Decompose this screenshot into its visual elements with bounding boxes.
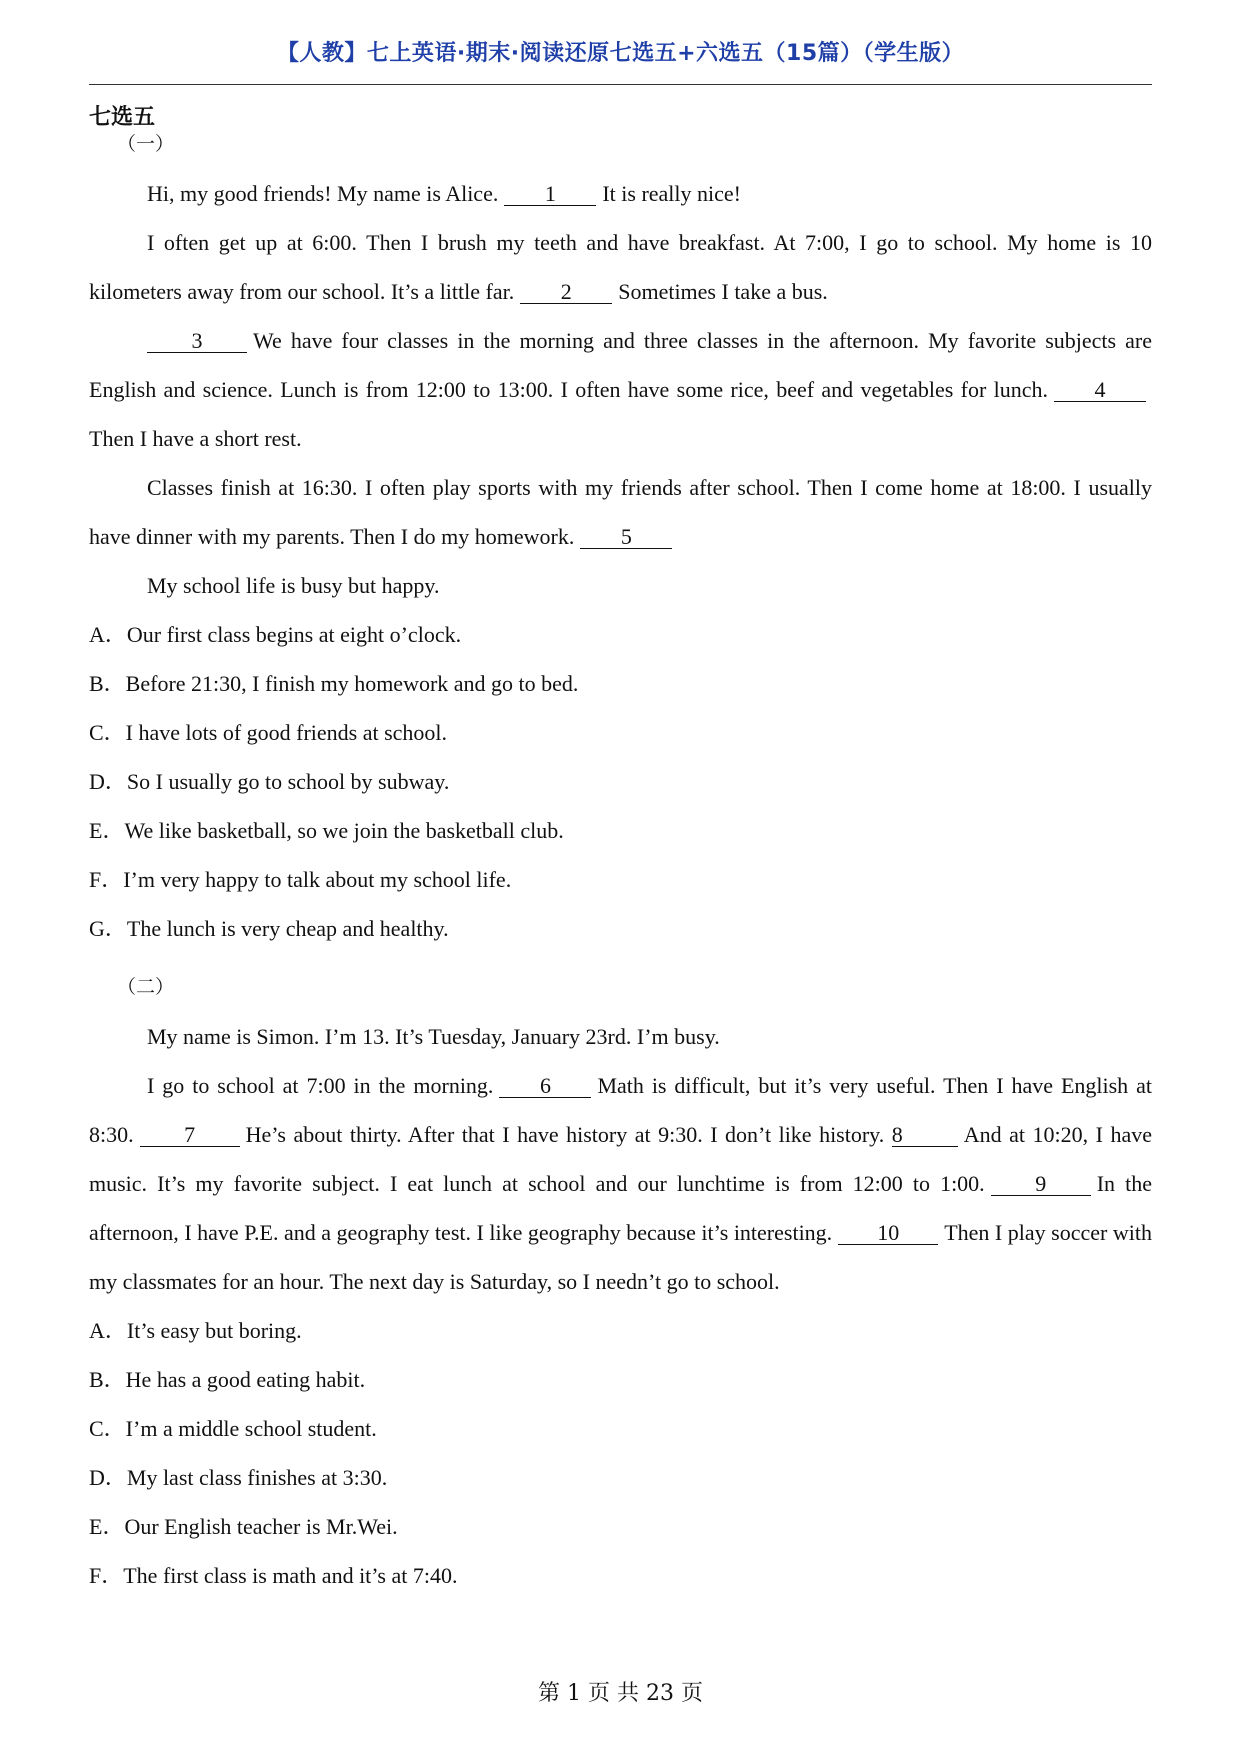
- passage-2-paragraph-2: [89, 1061, 1152, 1306]
- text-run: Sometimes I take a bus.: [618, 279, 828, 304]
- passage-2: [89, 963, 1152, 1600]
- text-run: It is really nice!: [602, 181, 742, 206]
- answer-blank-3: 3: [147, 330, 247, 353]
- text-run: I often get up at 6:00. Then I brush my teeth and have breakfast. At 7:00, I go to school. My home is 10 kilometers away from our school. It’s a little far.: [89, 230, 1152, 304]
- answer-blank-2: 2: [520, 281, 612, 304]
- passage-1-paragraph-1: [89, 169, 1152, 218]
- text-run: Classes finish at 16:30. I often play sports with my friends after school. Then I come home at 18:00. I usually have dinner with my parents. Then I do my homework.: [89, 475, 1152, 549]
- header-divider: [89, 84, 1152, 85]
- text-run: In the afternoon, I have P.E. and a geography test. I like geography because it’s interesting.: [89, 1171, 1152, 1245]
- option-a: A．Our first class begins at eight o’clock.: [89, 622, 462, 647]
- passage-1-paragraph-2: [89, 218, 1152, 316]
- option-e: E．Our English teacher is Mr.Wei.: [89, 1514, 398, 1539]
- text-run: We have four classes in the morning and three classes in the afternoon. My favorite subjects are English and science. Lunch is from 12:00 to 13:00. I often have some rice, beef and vegetables for lunch.: [89, 328, 1152, 402]
- answer-blank-5: 5: [580, 526, 672, 549]
- option-g: G．The lunch is very cheap and healthy.: [89, 916, 449, 941]
- text-run: He’s about thirty. After that I have history at 9:30. I don’t like history.: [245, 1122, 885, 1147]
- text-run: Then I play soccer with my classmates for an hour. The next day is Saturday, so I needn’t go to school.: [89, 1220, 1152, 1294]
- answer-blank-9: 9: [991, 1173, 1091, 1196]
- passage-1: [89, 120, 1152, 953]
- answer-blank-8: 8: [892, 1124, 958, 1147]
- text-run: I go to school at 7:00 in the morning.: [147, 1073, 494, 1098]
- text-run: Then I have a short rest.: [89, 426, 302, 451]
- text-run: And at 10:20, I have music. It’s my favorite subject. I eat lunch at school and our lunchtime is from 12:00 to 1:00.: [89, 1122, 1152, 1196]
- document-header-title: 【人教】七上英语·期末·阅读还原七选五+六选五（15篇）（学生版）: [276, 41, 965, 66]
- passage-1-label: （一）: [117, 133, 175, 155]
- passage-2-paragraph-1: My name is Simon. I’m 13. It’s Tuesday, January 23rd. I’m busy.: [147, 1024, 720, 1049]
- answer-blank-6: 6: [499, 1075, 591, 1098]
- option-e: E．We like basketball, so we join the basketball club.: [89, 818, 564, 843]
- option-c: C．I have lots of good friends at school.: [89, 720, 448, 745]
- text-run: Hi, my good friends! My name is Alice.: [147, 181, 499, 206]
- passage-1-paragraph-4: [89, 463, 1152, 561]
- text-run: Math is difficult, but it’s very useful. Then I have English at 8:30.: [89, 1073, 1152, 1147]
- option-b: B．He has a good eating habit.: [89, 1367, 366, 1392]
- answer-blank-7: 7: [140, 1124, 240, 1147]
- section-heading: 七选五: [89, 105, 156, 130]
- passage-2-label: （二）: [117, 976, 175, 998]
- passage-1-paragraph-5: My school life is busy but happy.: [147, 573, 440, 598]
- option-d: D．My last class finishes at 3:30.: [89, 1465, 388, 1490]
- answer-blank-10: 10: [838, 1222, 938, 1245]
- option-a: A．It’s easy but boring.: [89, 1318, 302, 1343]
- answer-blank-1: 1: [504, 183, 596, 206]
- page-number-footer: 第 1 页 共 23 页: [538, 1681, 703, 1706]
- option-f: F．I’m very happy to talk about my school life.: [89, 867, 512, 892]
- option-c: C．I’m a middle school student.: [89, 1416, 377, 1441]
- option-f: F．The first class is math and it’s at 7:40.: [89, 1563, 458, 1588]
- option-b: B．Before 21:30, I finish my homework and go to bed.: [89, 671, 579, 696]
- passage-1-paragraph-3: [89, 316, 1152, 463]
- option-d: D．So I usually go to school by subway.: [89, 769, 450, 794]
- answer-blank-4: 4: [1054, 379, 1146, 402]
